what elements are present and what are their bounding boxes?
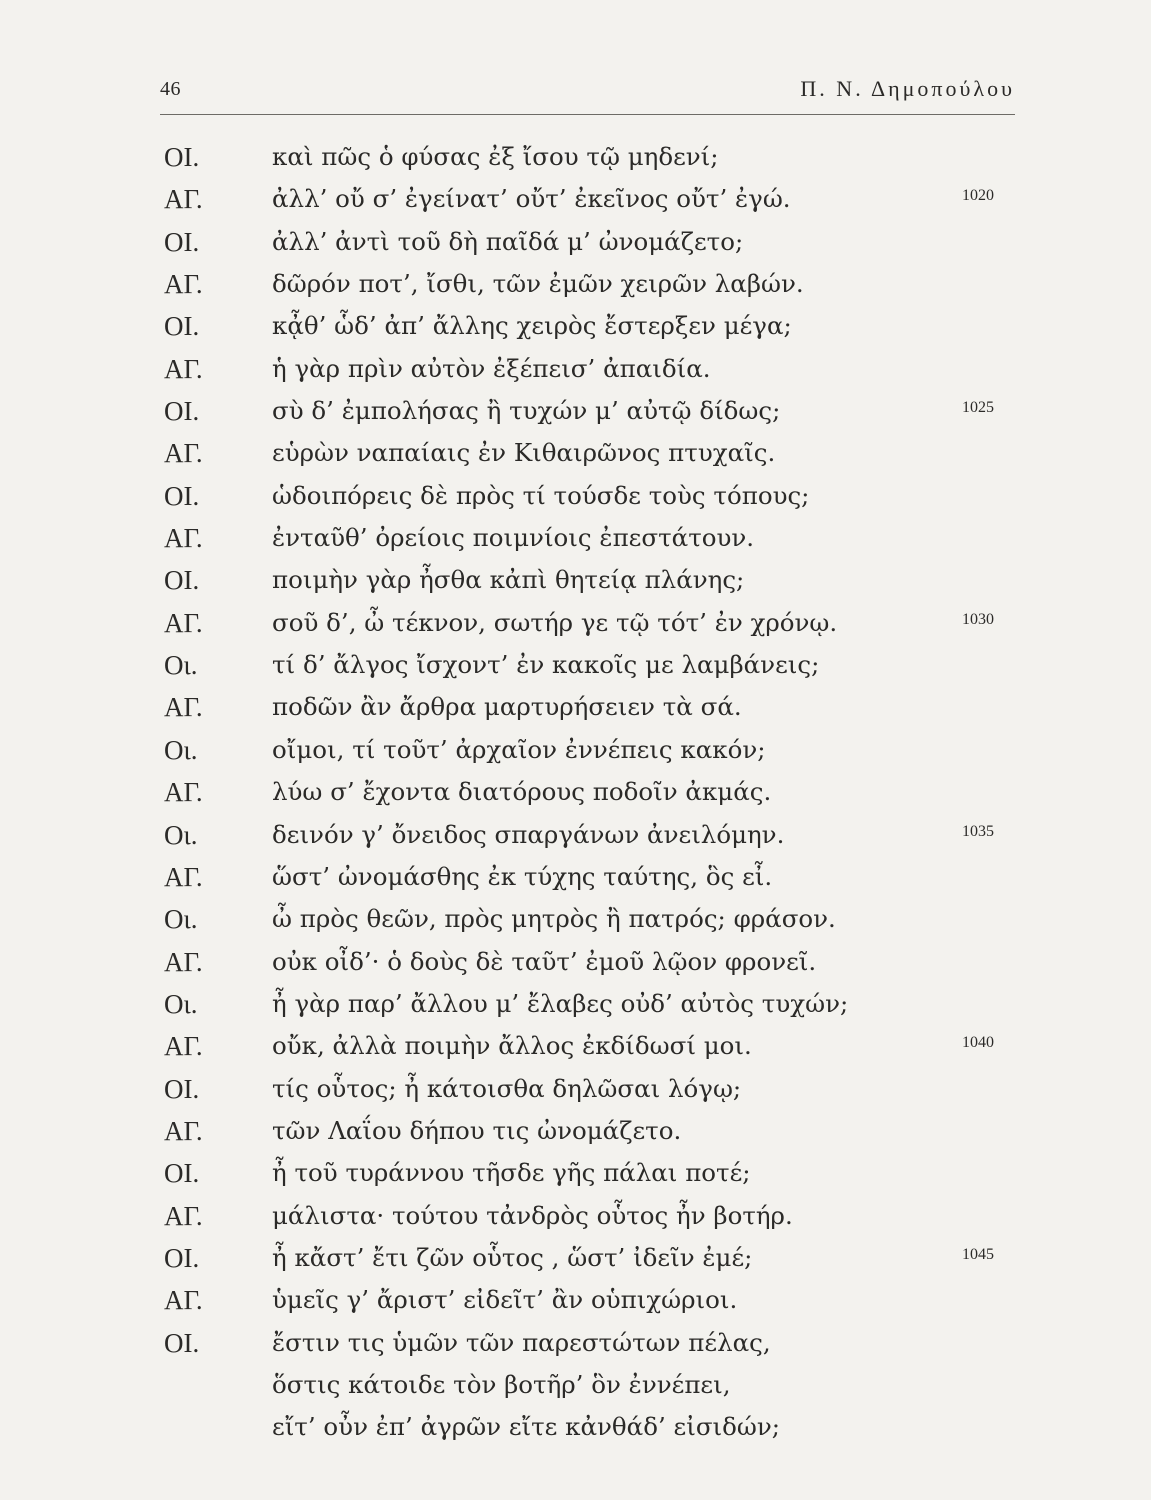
verse-line (0, 606, 1151, 648)
verse-line (0, 987, 1151, 1029)
verse-text: τῶν Λαΐου δήπου τις ὠνομάζετο. (272, 1115, 682, 1145)
speaker-label: ΟΙ. (164, 565, 200, 596)
verse-text: οὔκ, ἀλλὰ ποιμὴν ἄλλος ἐκδίδωσί μοι. (272, 1031, 752, 1061)
verse-line (0, 1283, 1151, 1325)
speaker-label: ΑΓ. (164, 1115, 203, 1146)
verse-text: ἀλλ’ ἀντὶ τοῦ δὴ παῖδά μ’ ὠνομάζετο; (272, 226, 744, 256)
verse-line (0, 521, 1151, 563)
verse-text: ἦ γὰρ παρ’ ἄλλου μ’ ἔλαβες οὐδ’ αὐτὸς τυχών; (272, 988, 849, 1018)
line-number: 1030 (962, 610, 994, 628)
verse-text: ὑμεῖς γ’ ἄριστ’ εἰδεῖτ’ ἂν οὑπιχώριοι. (272, 1285, 738, 1315)
verse-line (0, 1241, 1151, 1283)
verse-line (0, 690, 1151, 732)
speaker-label: ΑΓ. (164, 777, 203, 808)
verse-line (0, 352, 1151, 394)
speaker-label: ΟΙ. (164, 1158, 200, 1189)
verse-text: ποιμὴν γὰρ ἦσθα κἀπὶ θητείᾳ πλάνης; (272, 565, 745, 595)
verse-text: ποδῶν ἂν ἄρθρα μαρτυρήσειεν τὰ σά. (272, 692, 742, 722)
verse-text: ὅστις κάτοιδε τὸν βοτῆρ’ ὃν ἐννέπει, (272, 1369, 731, 1399)
verse-text: ἐνταῦθ’ ὀρείοις ποιμνίοις ἐπεστάτουν. (272, 523, 755, 553)
verse-line (0, 309, 1151, 351)
verse-line (0, 818, 1151, 860)
speaker-label: ΑΓ. (164, 184, 203, 215)
verse-text: οὐκ οἶδ’· ὁ δοὺς δὲ ταῦτ’ ἐμοῦ λῷον φρονεῖ. (272, 946, 817, 976)
verse-line (0, 225, 1151, 267)
verse-text: οἴμοι, τί τοῦτ’ ἀρχαῖον ἐννέπεις κακόν; (272, 734, 766, 764)
speaker-label: Οι. (164, 904, 198, 935)
verse-block (0, 140, 1151, 1453)
speaker-label: ΑΓ. (164, 692, 203, 723)
speaker-label: ΑΓ. (164, 1285, 203, 1316)
verse-line (0, 1114, 1151, 1156)
verse-line (0, 182, 1151, 224)
verse-line (0, 1029, 1151, 1071)
verse-line (0, 563, 1151, 605)
speaker-label: ΑΓ. (164, 269, 203, 300)
speaker-label: ΟΙ. (164, 1073, 200, 1104)
speaker-label: ΟΙ. (164, 142, 200, 172)
verse-text: κᾆθ’ ὧδ’ ἀπ’ ἄλλης χειρὸς ἔστερξεν μέγα; (272, 311, 792, 341)
verse-line (0, 860, 1151, 902)
speaker-label: ΑΓ. (164, 353, 203, 384)
verse-text: μάλιστα· τούτου τἀνδρὸς οὗτος ἦν βοτήρ. (272, 1200, 793, 1230)
verse-line (0, 140, 1151, 182)
line-number: 1045 (962, 1245, 994, 1263)
verse-text: ἦ τοῦ τυράννου τῆσδε γῆς πάλαι ποτέ; (272, 1158, 751, 1188)
verse-text: τί δ’ ἄλγος ἴσχοντ’ ἐν κακοῖς με λαμβάνεις; (272, 650, 820, 680)
verse-line (0, 1326, 1151, 1368)
speaker-label: ΑΓ. (164, 607, 203, 638)
verse-line (0, 394, 1151, 436)
verse-line (0, 775, 1151, 817)
verse-text: σοῦ δ’, ὦ τέκνον, σωτήρ γε τῷ τότ’ ἐν χρόνῳ. (272, 607, 838, 637)
verse-text: ἀλλ’ οὔ σ’ ἐγείνατ’ οὔτ’ ἐκεῖνος οὔτ’ ἐγώ. (272, 184, 791, 214)
verse-text: ἔστιν τις ὑμῶν τῶν παρεστώτων πέλας, (272, 1327, 771, 1357)
verse-line (0, 1410, 1151, 1452)
speaker-label: ΟΙ. (164, 1242, 200, 1273)
speaker-label: ΑΓ. (164, 438, 203, 469)
running-head: Π. Ν. Δημοπούλου (800, 76, 1015, 101)
verse-line (0, 945, 1151, 987)
verse-line (0, 436, 1151, 478)
speaker-label: ΑΓ. (164, 861, 203, 892)
speaker-label: ΑΓ. (164, 946, 203, 977)
line-number: 1020 (962, 187, 994, 205)
speaker-label: Οι. (164, 988, 198, 1019)
verse-text: τίς οὗτος; ἦ κάτοισθα δηλῶσαι λόγῳ; (272, 1073, 742, 1103)
verse-text: ἡ γὰρ πρὶν αὐτὸν ἐξέπεισ’ ἀπαιδία. (272, 353, 711, 383)
verse-text: λύω σ’ ἔχοντα διατόρους ποδοῖν ἀκμάς. (272, 777, 772, 807)
page-number: 46 (160, 78, 181, 100)
speaker-label: Οι. (164, 819, 198, 850)
speaker-label: ΑΓ. (164, 1031, 203, 1062)
verse-line (0, 1368, 1151, 1410)
verse-text: εὑρὼν ναπαίαις ἐν Κιθαιρῶνος πτυχαῖς. (272, 438, 776, 468)
verse-line (0, 1072, 1151, 1114)
speaker-label: ΑΓ. (164, 1200, 203, 1231)
verse-text: ὥστ’ ὠνομάσθης ἐκ τύχης ταύτης, ὃς εἶ. (272, 861, 773, 891)
verse-text: καὶ πῶς ὁ φύσας ἐξ ἴσου τῷ μηδενί; (272, 142, 719, 171)
verse-line (0, 1156, 1151, 1198)
verse-line (0, 267, 1151, 309)
verse-line (0, 1199, 1151, 1241)
speaker-label: ΟΙ. (164, 396, 200, 427)
verse-line (0, 733, 1151, 775)
verse-text: εἴτ’ οὖν ἐπ’ ἀγρῶν εἴτε κἀνθάδ’ εἰσιδών; (272, 1412, 781, 1442)
verse-text: ἦ κἄστ’ ἔτι ζῶν οὗτος , ὥστ’ ἰδεῖν ἐμέ; (272, 1242, 753, 1272)
line-number: 1025 (962, 399, 994, 417)
verse-text: δεινόν γ’ ὄνειδος σπαργάνων ἀνειλόμην. (272, 819, 785, 849)
verse-line (0, 902, 1151, 944)
speaker-label: ΑΓ. (164, 523, 203, 554)
speaker-label: ΟΙ. (164, 311, 200, 342)
speaker-label: Οι. (164, 734, 198, 765)
line-number: 1040 (962, 1034, 994, 1052)
verse-line (0, 479, 1151, 521)
line-number: 1035 (962, 822, 994, 840)
verse-line (0, 648, 1151, 690)
speaker-label: ΟΙ. (164, 226, 200, 257)
verse-text: δῶρόν ποτ’, ἴσθι, τῶν ἐμῶν χειρῶν λαβών. (272, 269, 804, 299)
verse-text: σὺ δ’ ἐμπολήσας ἢ τυχών μ’ αὐτῷ δίδως; (272, 396, 781, 426)
page-header (160, 74, 1015, 115)
speaker-label: Οι. (164, 650, 198, 681)
speaker-label: ΟΙ. (164, 480, 200, 511)
verse-text: ὡδοιπόρεις δὲ πρὸς τί τούσδε τοὺς τόπους; (272, 480, 810, 510)
speaker-label: ΟΙ. (164, 1327, 200, 1358)
verse-text: ὦ πρὸς θεῶν, πρὸς μητρὸς ἢ πατρός; φράσον. (272, 904, 836, 934)
